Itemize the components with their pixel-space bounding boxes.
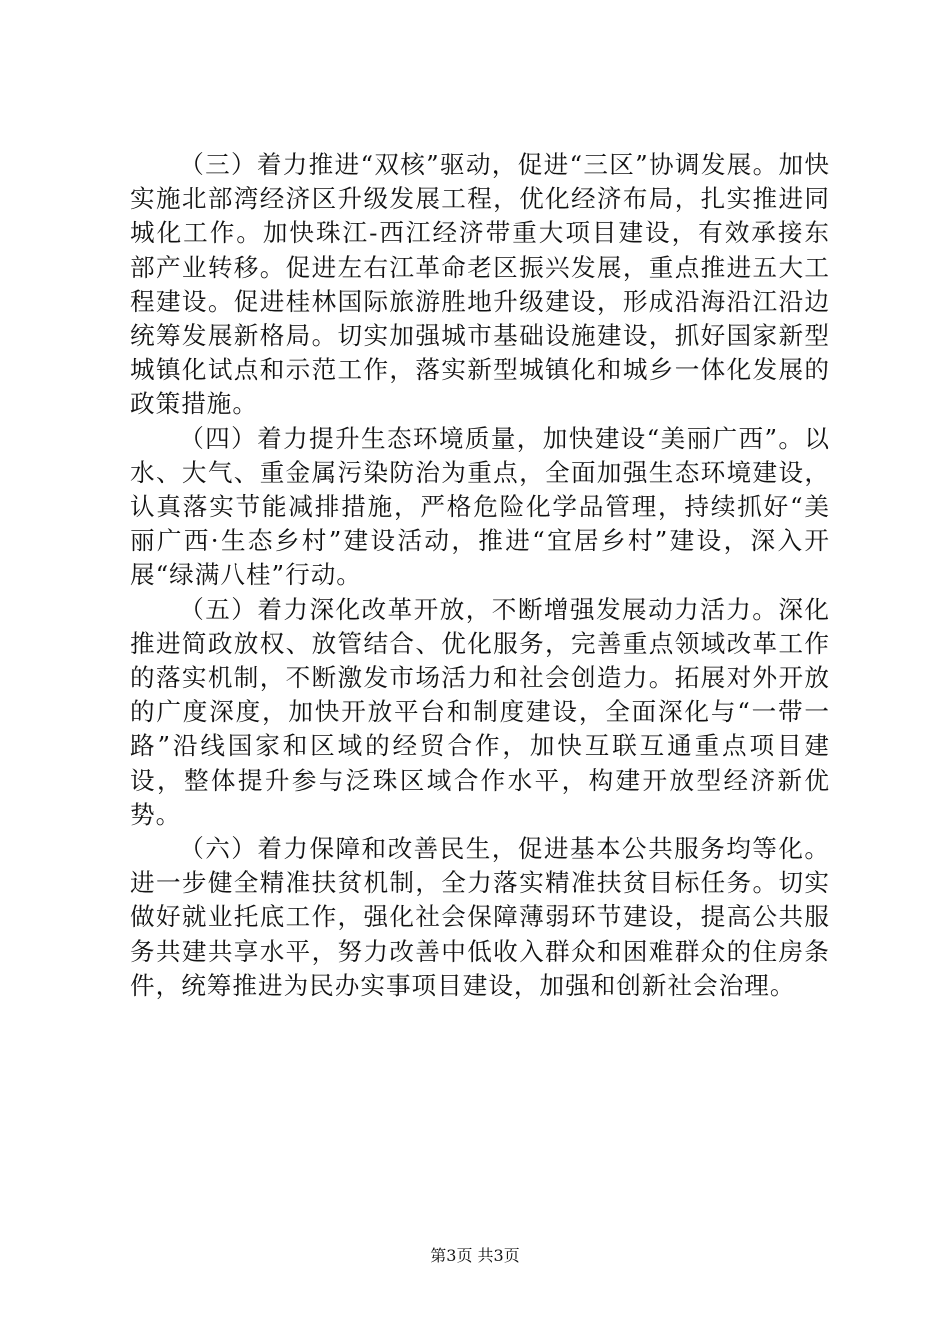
paragraph-section-5: （五）着力深化改革开放，不断增强发展动力活力。深化推进简政放权、放管结合、优化服务，完善重点领域改革工作的落实机制，不断激发市场活力和社会创造力。拓展对外开放的广度深度，加快开放平台和制度建设，全面深化与“一带一路”沿线国家和区域的经贸合作，加快互联互通重点项目建设，整体提升参与泛珠区域合作水平，构建开放型经济新优势。	[130, 594, 830, 829]
page-number-footer: 第3页 共3页	[430, 1246, 520, 1265]
paragraph-section-3: （三）着力推进“双核”驱动，促进“三区”协调发展。加快实施北部湾经济区升级发展工程，优化经济布局，扎实推进同城化工作。加快珠江-西江经济带重大项目建设，有效承接东部产业转移。促进左右江革命老区振兴发展，重点推进五大工程建设。促进桂林国际旅游胜地升级建设，形成沿海沿江沿边统筹发展新格局。切实加强城市基础设施建设，抓好国家新型城镇化试点和示范工作，落实新型城镇化和城乡一体化发展的政策措施。	[130, 150, 830, 419]
paragraph-section-4: （四）着力提升生态环境质量，加快建设“美丽广西”。以水、大气、重金属污染防治为重点，全面加强生态环境建设，认真落实节能减排措施，严格危险化学品管理，持续抓好“美丽广西·生态乡村”建设活动，推进“宜居乡村”建设，深入开展“绿满八桂”行动。	[130, 423, 830, 590]
paragraph-section-6: （六）着力保障和改善民生，促进基本公共服务均等化。进一步健全精准扶贫机制，全力落实精准扶贫目标任务。切实做好就业托底工作，强化社会保障薄弱环节建设，提高公共服务共建共享水平，努力改善中低收入群众和困难群众的住房条件，统筹推进为民办实事项目建设，加强和创新社会治理。	[130, 834, 830, 1000]
document-body	[130, 148, 830, 1003]
